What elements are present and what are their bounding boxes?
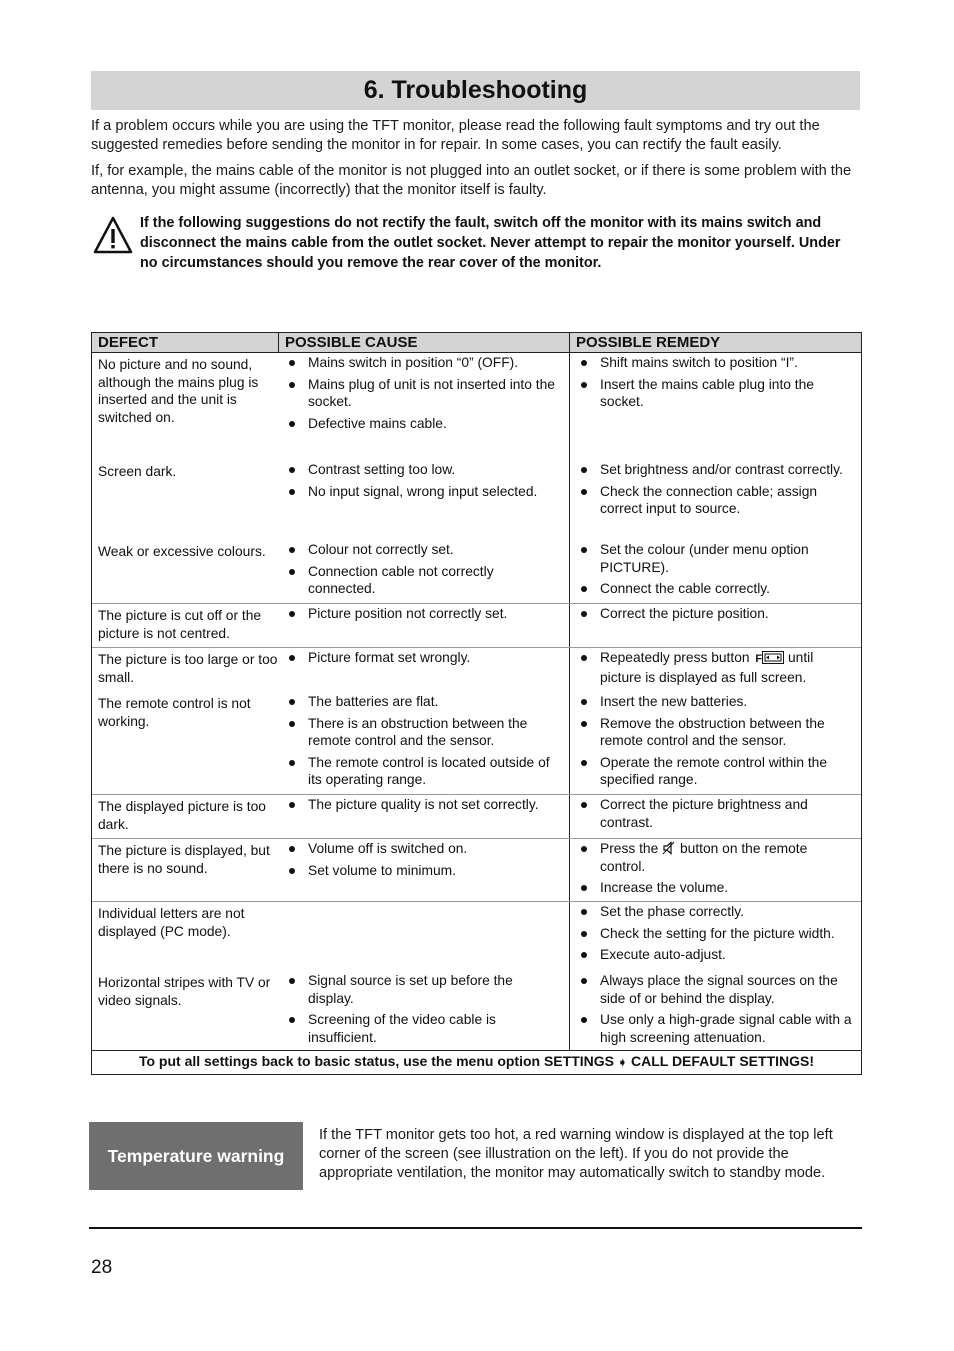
table-row-causes [288, 461, 558, 504]
bottom-divider [89, 1227, 862, 1229]
row-divider [92, 838, 861, 839]
remedy-item: Insert the mains cable plug into the socket. [580, 376, 852, 411]
table-row-remedies [580, 796, 852, 835]
remedy-item: Increase the volume. [580, 879, 852, 897]
table-row-remedies [580, 461, 852, 522]
header-possible-remedy: POSSIBLE REMEDY [576, 334, 721, 351]
header-defect: DEFECT [98, 334, 158, 351]
page-title: 6. Troubleshooting [363, 76, 588, 104]
remedy-item [580, 840, 852, 875]
table-row-remedies [580, 649, 852, 690]
remedy-item: Insert the new batteries. [580, 693, 852, 711]
column-divider [278, 333, 279, 353]
remedy-item: Set the phase correctly. [580, 903, 852, 921]
cause-item: Defective mains cable. [288, 415, 558, 433]
cause-item: Picture position not correctly set. [288, 605, 558, 623]
cause-item: Screening of the video cable is insufficient. [288, 1011, 558, 1046]
remedy-item: Execute auto-adjust. [580, 946, 852, 964]
arrow-icon: ➧ [617, 1057, 628, 1069]
table-row-remedies [580, 354, 852, 415]
format-button-icon [762, 651, 784, 664]
remedy-text: Repeatedly press button [600, 650, 750, 665]
row-divider [92, 901, 861, 902]
cause-item: Set volume to minimum. [288, 862, 558, 880]
title-bar [91, 71, 860, 110]
cause-item: No input signal, wrong input selected. [288, 483, 558, 501]
table-footer-note [92, 1051, 861, 1073]
remedy-item: Use only a high-grade signal cable with a high screening attenuation. [580, 1011, 852, 1046]
table-row-causes [288, 649, 558, 671]
troubleshooting-table [91, 332, 862, 1075]
table-row-defect: The remote control is not working. [98, 696, 251, 729]
cause-item: Mains plug of unit is not inserted into the socket. [288, 376, 558, 411]
cause-item: There is an obstruction between the remote control and the sensor. [288, 715, 558, 750]
temperature-warning-text: If the TFT monitor gets too hot, a red warning window is displayed at the top left corner of the screen (see illustration on the left). If you do not provide the appropriate ventilation, the monitor may automatically switch to standby mode. [319, 1127, 833, 1181]
remedy-item: Check the setting for the picture width. [580, 925, 852, 943]
warning-text: If the following suggestions do not rectify the fault, switch off the monitor with its mains switch and disconnect the mains cable from the outlet socket. Never attempt to repair the monitor yourself. Under no circumstances should you remove the rear cover of the monitor. [140, 215, 841, 271]
warning-triangle-icon [93, 215, 133, 255]
cause-item: Colour not correctly set. [288, 541, 558, 559]
remedy-item: Correct the picture brightness and contrast. [580, 796, 852, 831]
table-row-defect: The displayed picture is too dark. [98, 799, 266, 832]
temperature-warning-label: Temperature warning [89, 1122, 303, 1190]
cause-item: The picture quality is not set correctly. [288, 796, 558, 814]
table-row-remedies [580, 605, 852, 627]
remedy-item: Connect the cable correctly. [580, 580, 852, 598]
remedy-text: Press the [600, 841, 659, 856]
table-row-defect: Horizontal stripes with TV or video signals. [98, 975, 271, 1008]
column-divider [569, 333, 570, 1051]
page-number: 28 [91, 1257, 113, 1278]
table-row-defect: The picture is cut off or the picture is not centred. [98, 608, 262, 641]
table-row-causes [288, 796, 558, 818]
cause-item: Picture format set wrongly. [288, 649, 558, 667]
remedy-item: Operate the remote control within the specified range. [580, 754, 852, 789]
table-row-remedies [580, 693, 852, 793]
row-divider [92, 794, 861, 795]
remedy-item [580, 649, 852, 686]
mute-speaker-icon [662, 841, 676, 855]
remedy-item: Shift mains switch to position “I”. [580, 354, 852, 372]
table-row-remedies [580, 903, 852, 968]
table-row-defect: Individual letters are not displayed (PC mode). [98, 906, 245, 939]
table-row-causes [288, 354, 558, 436]
remedy-item: Always place the signal sources on the side of or behind the display. [580, 972, 852, 1007]
footer-text: CALL DEFAULT SETTINGS! [630, 1053, 815, 1069]
remedy-item: Set the colour (under menu option PICTURE). [580, 541, 852, 576]
table-header [92, 333, 861, 353]
remedy-item: Correct the picture position. [580, 605, 852, 623]
remedy-item: Check the connection cable; assign correct input to source. [580, 483, 852, 518]
cause-item: The remote control is located outside of its operating range. [288, 754, 558, 789]
cause-item: Signal source is set up before the display. [288, 972, 558, 1007]
table-row-causes [288, 541, 558, 602]
intro-paragraph-2: If, for example, the mains cable of the monitor is not plugged into an outlet socket, or if there is some problem with the antenna, you might assume (incorrectly) that the monitor itself is faulty. [91, 163, 852, 198]
remedy-item: Remove the obstruction between the remote control and the sensor. [580, 715, 852, 750]
table-row-defect: No picture and no sound, although the mains plug is inserted and the unit is switched on. [98, 357, 259, 425]
remedy-text: button on the remote control. [600, 841, 808, 874]
table-row-remedies [580, 972, 852, 1050]
cause-item: Connection cable not correctly connected. [288, 563, 558, 598]
table-row-remedies [580, 840, 852, 901]
remedy-text: until picture is displayed as full screen. [600, 650, 814, 685]
row-divider [92, 603, 861, 604]
table-row-causes [288, 605, 558, 627]
row-divider [92, 647, 861, 648]
table-row-defect: Screen dark. [98, 464, 177, 479]
format-button-label: F [755, 653, 763, 665]
table-row-defect: The picture is too large or too small. [98, 652, 278, 685]
cause-item: Mains switch in position “0” (OFF). [288, 354, 558, 372]
cause-item: The batteries are flat. [288, 693, 558, 711]
remedy-item: Set brightness and/or contrast correctly. [580, 461, 852, 479]
cause-item: Volume off is switched on. [288, 840, 558, 858]
footer-text: To put all settings back to basic status, use the menu option SETTINGS [138, 1053, 614, 1069]
intro-paragraph-1: If a problem occurs while you are using the TFT monitor, please read the following fault symptoms and try out the suggested remedies before sending the monitor in for repair. In some cases, you can rectify the fault easily. [91, 118, 820, 153]
table-row-defect: Weak or excessive colours. [98, 544, 266, 559]
table-row-causes [288, 693, 558, 793]
table-row-causes [288, 972, 558, 1050]
table-row-remedies [580, 541, 852, 602]
cause-item: Contrast setting too low. [288, 461, 558, 479]
table-row-causes [288, 840, 558, 883]
table-row-defect: The picture is displayed, but there is no sound. [98, 843, 270, 876]
header-possible-cause: POSSIBLE CAUSE [285, 334, 418, 351]
